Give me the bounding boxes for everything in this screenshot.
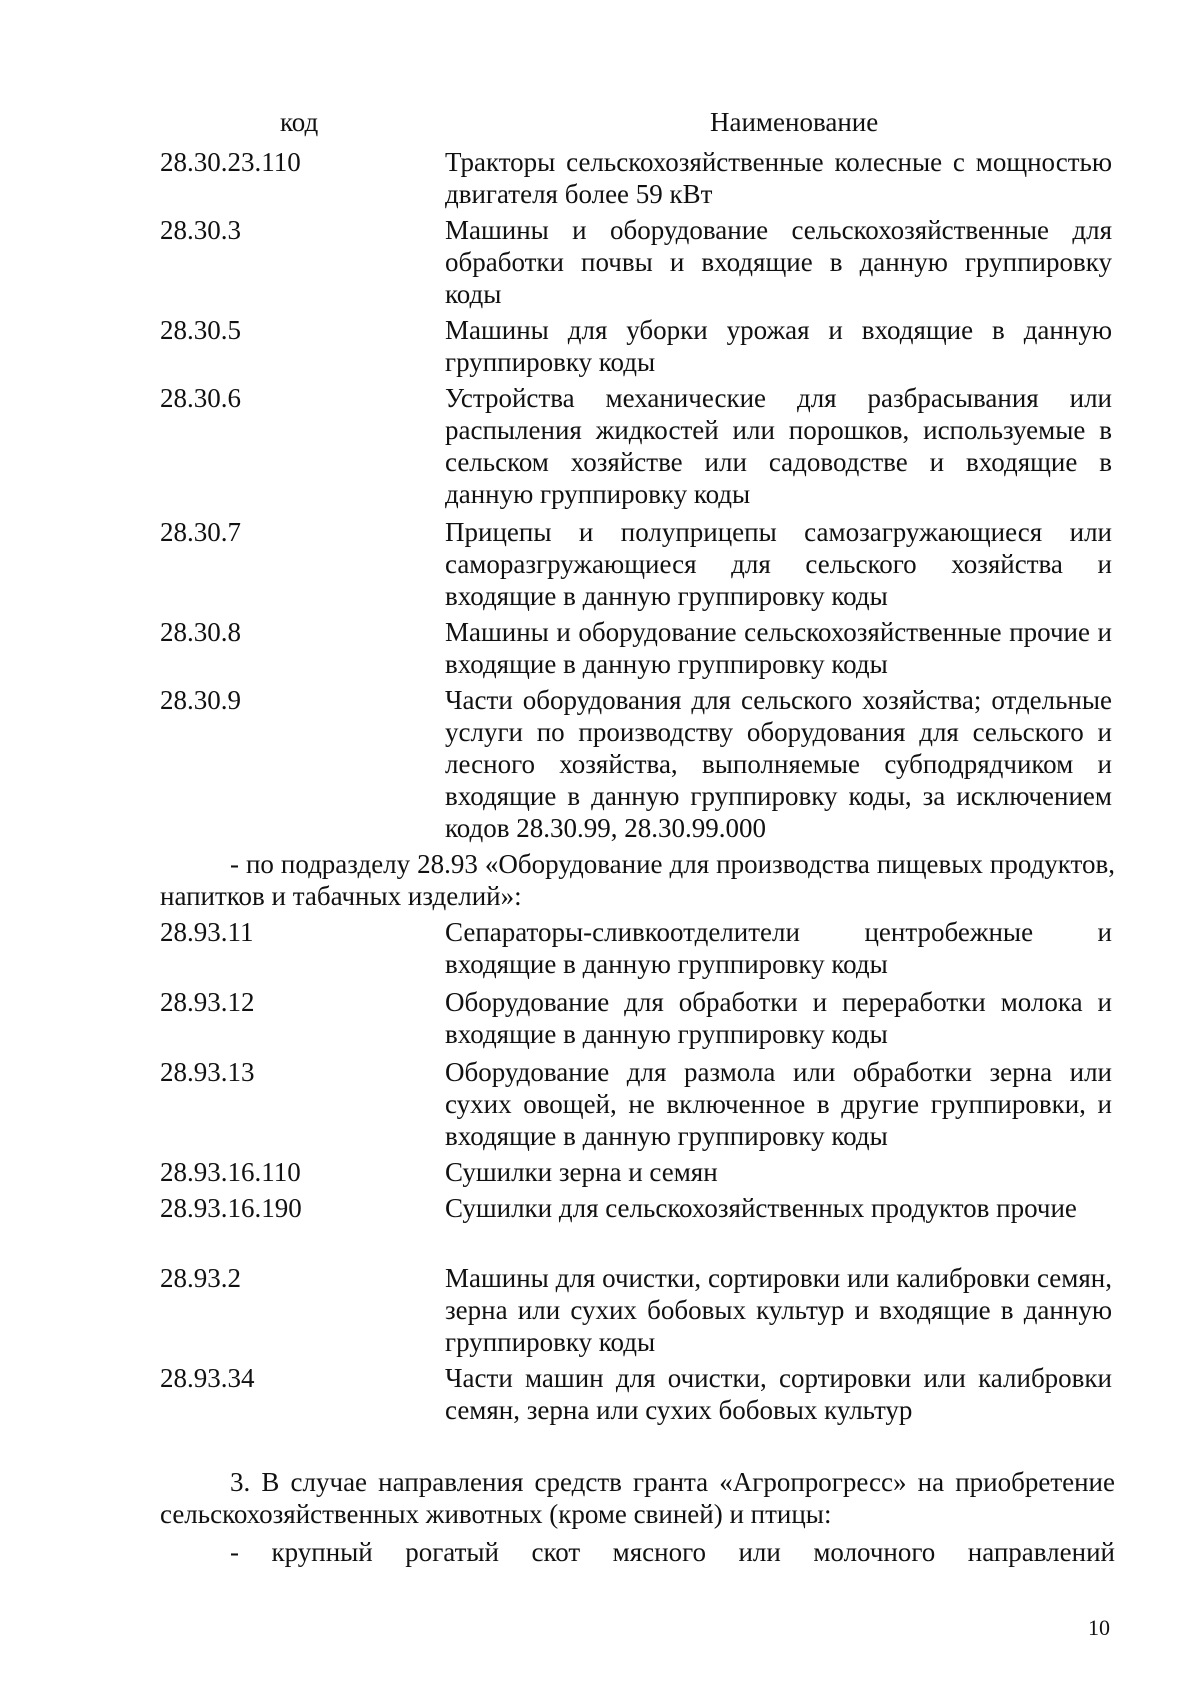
row-name: Машины и оборудование сельскохозяйственные прочие и входящие в данную группировку коды	[445, 617, 1112, 679]
row-name: Машины для уборки урожая и входящие в данную группировку коды	[445, 315, 1112, 377]
column-header-code: код	[280, 107, 319, 137]
row-name: Сушилки зерна и семян	[445, 1157, 718, 1187]
row-name: Сушилки для сельскохозяйственных продуктов прочие	[445, 1193, 1077, 1223]
table-header	[160, 106, 1120, 140]
row-name: Части оборудования для сельского хозяйства; отдельные услуги по производству оборудования для сельского и лесного хозяйства, выполняемые субподрядчиком и входящие в данную группировку коды, за исключением кодов 28.30.99, 28.30.99.000	[445, 685, 1112, 843]
row-code: 28.30.23.110	[160, 147, 301, 177]
row-name: Оборудование для обработки и переработки молока и входящие в данную группировку коды	[445, 987, 1112, 1049]
row-code: 28.93.11	[160, 917, 254, 947]
row-code: 28.93.34	[160, 1363, 255, 1393]
row-code: 28.30.9	[160, 685, 241, 715]
subsection-intro: - по подразделу 28.93 «Оборудование для производства пищевых продуктов, напитков и табачных изделий»:	[160, 849, 1115, 911]
row-code: 28.30.6	[160, 383, 241, 413]
row-name: Тракторы сельскохозяйственные колесные с мощностью двигателя более 59 кВт	[445, 147, 1112, 209]
row-code: 28.30.3	[160, 215, 241, 245]
bullet-cattle: - крупный рогатый скот мясного или молочного направлений	[230, 1537, 1115, 1567]
row-name: Машины и оборудование сельскохозяйственные для обработки почвы и входящие в данную группировку коды	[445, 215, 1112, 309]
row-code: 28.93.2	[160, 1263, 241, 1293]
page-number: 10	[1088, 1615, 1110, 1640]
row-code: 28.93.16.110	[160, 1157, 301, 1187]
row-name: Оборудование для размола или обработки зерна или сухих овощей, не включенное в другие группировки, и входящие в данную группировку коды	[445, 1057, 1112, 1151]
row-code: 28.30.7	[160, 517, 241, 547]
row-name: Прицепы и полуприцепы самозагружающиеся или саморазгружающиеся для сельского хозяйства и входящие в данную группировку коды	[445, 517, 1112, 611]
row-code: 28.30.8	[160, 617, 241, 647]
row-name: Устройства механические для разбрасывания или распыления жидкостей или порошков, используемые в сельском хозяйстве или садоводстве и входящие в данную группировку коды	[445, 383, 1112, 509]
paragraph-3: 3. В случае направления средств гранта «Агропрогресс» на приобретение сельскохозяйственных животных (кроме свиней) и птицы:	[160, 1467, 1115, 1529]
column-header-name: Наименование	[710, 107, 879, 137]
row-code: 28.93.16.190	[160, 1193, 302, 1223]
row-code: 28.93.12	[160, 987, 255, 1017]
row-code: 28.93.13	[160, 1057, 255, 1087]
row-code: 28.30.5	[160, 315, 241, 345]
row-name: Машины для очистки, сортировки или калибровки семян, зерна или сухих бобовых культур и входящие в данную группировку коды	[445, 1263, 1112, 1357]
row-name: Сепараторы-сливкоотделители центробежные и входящие в данную группировку коды	[445, 917, 1112, 979]
row-name: Части машин для очистки, сортировки или калибровки семян, зерна или сухих бобовых культур	[445, 1363, 1112, 1425]
